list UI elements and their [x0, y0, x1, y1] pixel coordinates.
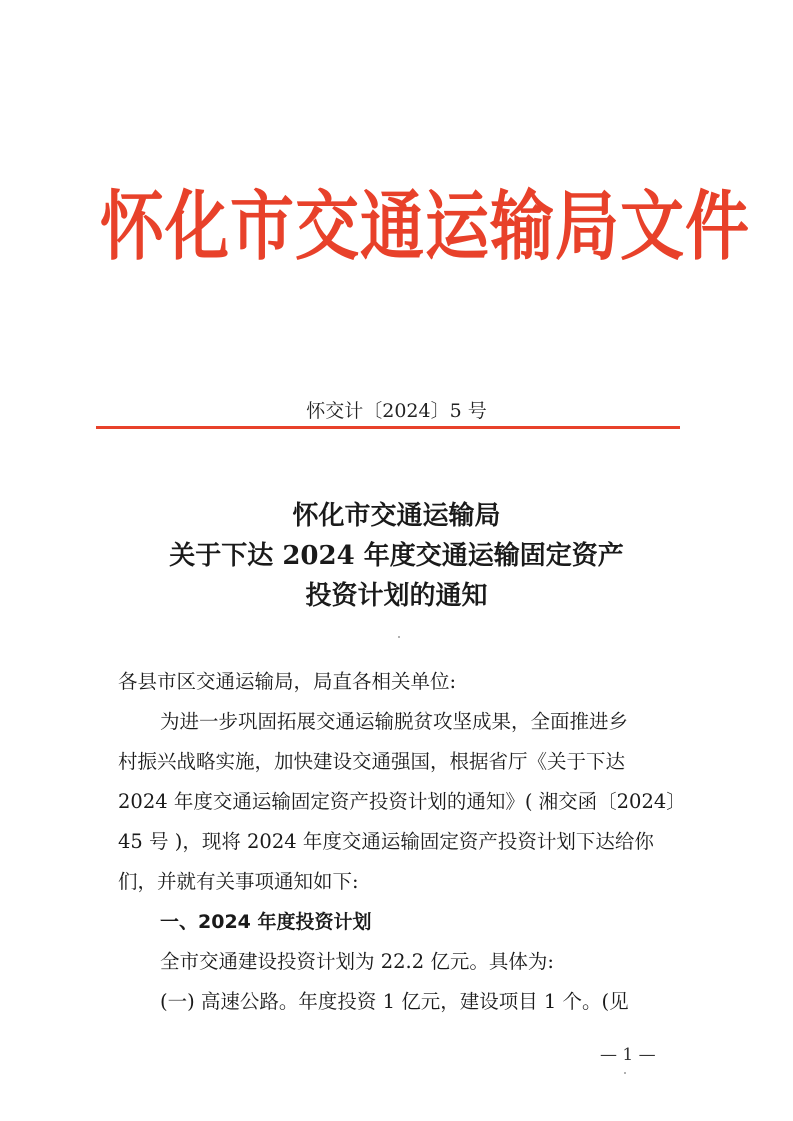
paragraph-1-line-2: 村振兴战略实施，加快建设交通强国，根据省厅《关于下达 [118, 750, 626, 773]
org-banner-title: 怀化市交通运输局文件 [100, 182, 750, 272]
paragraph-1-line-5: 们，并就有关事项通知如下: [118, 870, 359, 893]
scan-speck [398, 636, 400, 638]
red-divider-line [96, 426, 680, 429]
notice-body [118, 662, 686, 1022]
paragraph-3: (一) 高速公路。年度投资 1 亿元，建设项目 1 个。(见 [160, 990, 629, 1013]
paragraph-1-line-4: 45 号 )，现将 2024 年度交通运输固定资产投资计划下达给你 [118, 830, 654, 853]
notice-title [0, 496, 793, 616]
page-number: — 1 — [600, 1045, 656, 1065]
paragraph-1-line-3: 2024 年度交通运输固定资产投资计划的通知》( 湘交函〔2024〕 [118, 790, 686, 813]
section-1-heading: 一、2024 年度投资计划 [160, 911, 372, 933]
paragraph-2: 全市交通建设投资计划为 22.2 亿元。具体为: [160, 950, 554, 973]
title-line-2: 关于下达 2024 年度交通运输固定资产 [169, 541, 624, 571]
paragraph-1-line-1: 为进一步巩固拓展交通运输脱贫攻坚成果，全面推进乡 [160, 710, 629, 733]
document-number: 怀交计〔2024〕5 号 [306, 400, 487, 422]
title-line-1: 怀化市交通运输局 [292, 501, 501, 531]
addressee-line: 各县市区交通运输局，局直各相关单位: [118, 670, 457, 693]
title-line-3: 投资计划的通知 [305, 581, 488, 611]
scan-speck [624, 1072, 626, 1074]
